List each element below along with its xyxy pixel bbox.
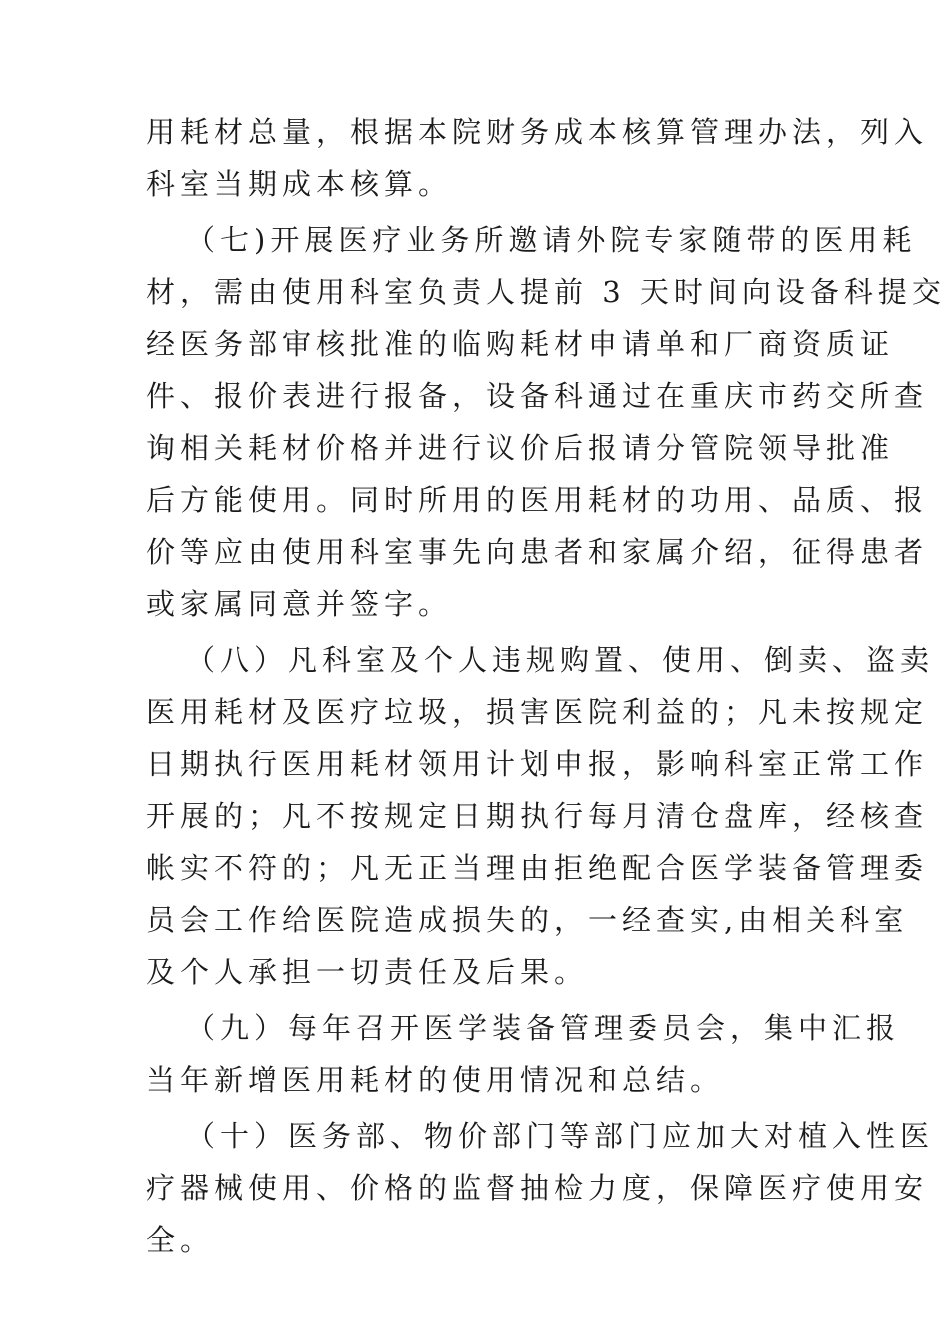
paragraph-line: 开展的；凡不按规定日期执行每月清仓盘库，经核查 [146, 799, 929, 833]
paragraph-line: 及个人承担一切责任及后果。 [146, 955, 589, 989]
paragraph-line: （八）凡科室及个人违规购置、使用、倒卖、盗卖 [186, 643, 935, 677]
paragraph-line: 日期执行医用耗材领用计划申报，影响科室正常工作 [146, 747, 929, 781]
paragraph-line: 材，需由使用科室负责人提前 3 天时间向设备科提交 [146, 275, 946, 309]
paragraph-line: 员会工作给医院造成损失的，一经查实,由相关科室 [146, 903, 909, 937]
paragraph-line: 疗器械使用、价格的监督抽检力度，保障医疗使用安 [146, 1171, 929, 1205]
paragraph-line: 经医务部审核批准的临购耗材申请单和厂商资质证 [146, 327, 895, 361]
paragraph-line: （十）医务部、物价部门等部门应加大对植入性医 [186, 1119, 935, 1153]
paragraph-line: 全。 [146, 1223, 215, 1257]
paragraph-line: 当年新增医用耗材的使用情况和总结。 [146, 1063, 725, 1097]
paragraph-line: 询相关耗材价格并进行议价后报请分管院领导批准 [146, 431, 895, 465]
document-body [146, 106, 946, 1266]
paragraph-line: （九）每年召开医学装备管理委员会，集中汇报 [186, 1011, 901, 1045]
paragraph-line: （七)开展医疗业务所邀请外院专家随带的医用耗 [186, 223, 917, 257]
paragraph-line: 用耗材总量，根据本院财务成本核算管理办法，列入 [146, 115, 929, 149]
paragraph-line: 后方能使用。同时所用的医用耗材的功用、品质、报 [146, 483, 929, 517]
paragraph-line: 价等应由使用科室事先向患者和家属介绍，征得患者 [146, 535, 929, 569]
paragraph-line: 科室当期成本核算。 [146, 167, 453, 201]
paragraph-line: 医用耗材及医疗垃圾，损害医院利益的；凡未按规定 [146, 695, 929, 729]
paragraph-line: 帐实不符的；凡无正当理由拒绝配合医学装备管理委 [146, 851, 929, 885]
paragraph-line: 件、报价表进行报备，设备科通过在重庆市药交所查 [146, 379, 929, 413]
paragraph-line: 或家属同意并签字。 [146, 587, 453, 621]
